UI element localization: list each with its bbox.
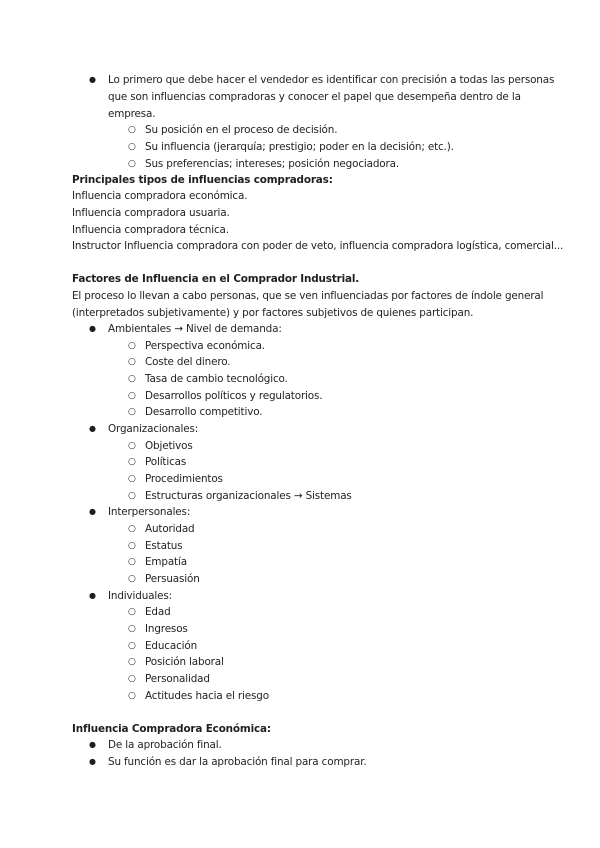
- group-label-interpersonales: ● Interpersonales:: [108, 504, 190, 521]
- group-item: ○ Actitudes hacia el riesgo: [145, 688, 269, 705]
- factores-para-line: El proceso lo llevan a cabo personas, que se ven influenciadas por factores de índole general: [72, 290, 544, 302]
- group-item: ○ Personalidad: [145, 671, 210, 688]
- intro-sub-item: ○ Su influencia (jerarquía; prestigio; poder en la decisión; etc.).: [145, 139, 454, 156]
- economica-item: ● De la aprobación final.: [108, 737, 222, 754]
- group-label-organizacionales: ● Organizacionales:: [108, 421, 198, 438]
- economica-item: ● Su función es dar la aprobación final para comprar.: [108, 754, 367, 771]
- factores-para-line: (interpretados subjetivamente) y por factores subjetivos de quienes participan.: [72, 307, 474, 319]
- group-item: ○ Estructuras organizacionales → Sistemas: [145, 488, 352, 505]
- group-item: ○ Desarrollos políticos y regulatorios.: [145, 388, 322, 405]
- tipos-heading: Principales tipos de influencias compradoras:: [72, 174, 333, 186]
- tipos-line: Instructor Influencia compradora con poder de veto, influencia compradora logística, comercial...: [72, 240, 564, 252]
- intro-line-2: que son influencias compradoras y conocer el papel que desempeña dentro de la: [108, 91, 521, 103]
- economica-heading: Influencia Compradora Económica:: [72, 723, 271, 735]
- intro-sub-item: ○ Sus preferencias; intereses; posición negociadora.: [145, 156, 399, 173]
- group-item: ○ Persuasión: [145, 571, 200, 588]
- group-item: ○ Desarrollo competitivo.: [145, 404, 262, 421]
- group-item: ○ Estatus: [145, 538, 182, 555]
- group-item: ○ Ingresos: [145, 621, 188, 638]
- intro-line-3: empresa.: [108, 108, 156, 120]
- tipos-line: Influencia compradora económica.: [72, 190, 248, 202]
- intro-sub-item: ○ Su posición en el proceso de decisión.: [145, 122, 337, 139]
- group-item: ○ Autoridad: [145, 521, 195, 538]
- group-item: ○ Educación: [145, 638, 197, 655]
- group-item: ○ Posición laboral: [145, 654, 224, 671]
- group-item: ○ Objetivos: [145, 438, 193, 455]
- group-label-individuales: ● Individuales:: [108, 588, 172, 605]
- group-item: ○ Edad: [145, 604, 171, 621]
- intro-line-1: ● Lo primero que debe hacer el vendedor es identificar con precisión a todas las personas: [108, 72, 554, 89]
- tipos-line: Influencia compradora usuaria.: [72, 207, 230, 219]
- factores-heading: Factores de Influencia en el Comprador Industrial.: [72, 273, 360, 285]
- group-label-ambientales: ● Ambientales → Nivel de demanda:: [108, 321, 282, 338]
- group-item: ○ Políticas: [145, 454, 186, 471]
- group-item: ○ Procedimientos: [145, 471, 223, 488]
- group-item: ○ Tasa de cambio tecnológico.: [145, 371, 288, 388]
- group-item: ○ Perspectiva económica.: [145, 338, 265, 355]
- group-item: ○ Coste del dinero.: [145, 354, 230, 371]
- group-item: ○ Empatía: [145, 554, 187, 571]
- tipos-line: Influencia compradora técnica.: [72, 224, 229, 236]
